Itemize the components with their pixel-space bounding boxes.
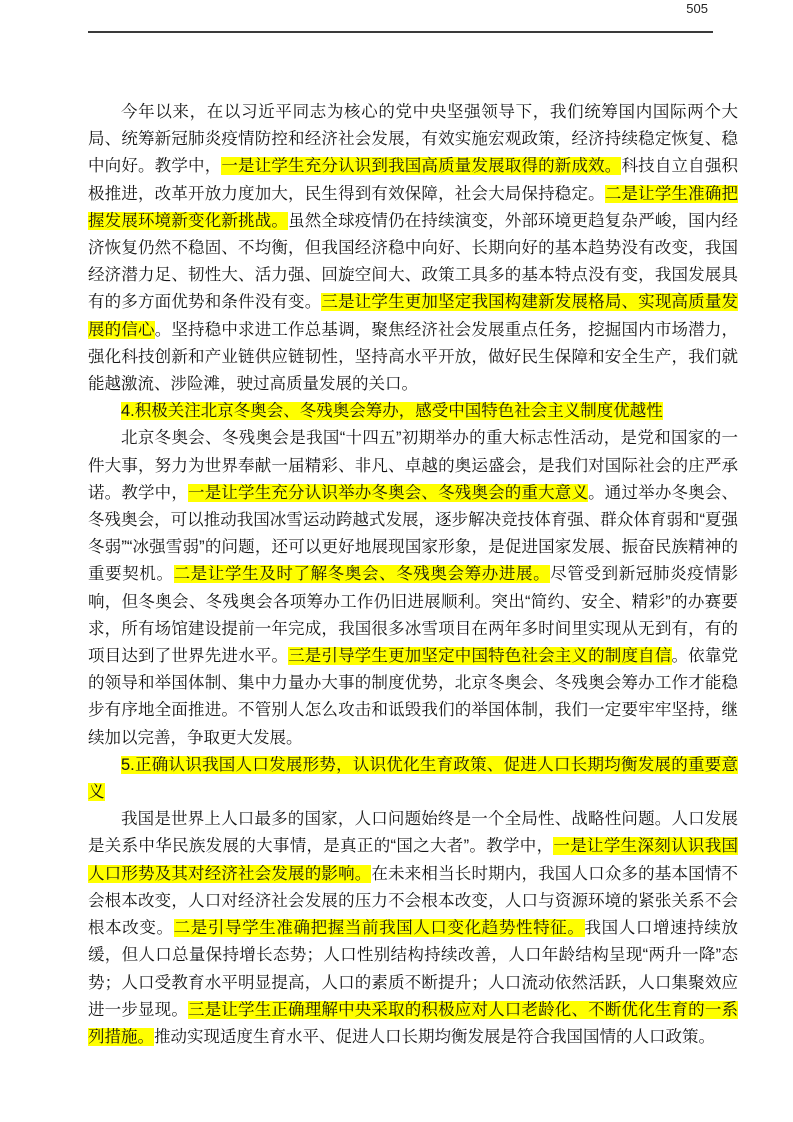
text-run: 。坚持稳中求进工作总基调，聚焦经济社会发展重点任务，挖掘国内市场潜力，强化科技创新和产业链供应链韧性，坚持高水平开放，做好民生保障和安全生产，我们就能越激流、涉险滩，驶过高质量发展的关口。 [88,320,739,394]
text-run: 我国人口增速持续放缓，但人口总量保持增长态势；人口性别结构持续改善，人口年龄结构呈现“两升一降”态势；人口受教育水平明显提高，人口的素质不断提升；人口流动依然活跃，人口集聚效应进一步显现。 [88,919,739,1019]
highlighted-text: 三是引导学生更加坚定中国特色社会主义的制度自信 [288,647,672,666]
text-run: 尽管受到新冠肺炎疫情影响，但冬奥会、冬残奥会各项筹办工作仍旧进展顺利。突出“简约、安全、精彩”的办赛要求，所有场馆建设提前一年完成，我国很多冰雪项目在两年多时间里实现从无到有，有的项目达到了世界先进水平。 [88,565,739,666]
document-content [88,99,738,1051]
highlighted-text: 二是让学生及时了解冬奥会、冬残奥会筹办进展。 [173,565,551,584]
highlighted-text: 4.积极关注北京冬奥会、冬残奥会筹办，感受中国特色社会主义制度优越性 [121,402,663,421]
highlighted-text: 二是引导学生准确把握当前我国人口变化趋势性特征。 [173,919,585,938]
highlighted-text: 一是让学生充分认识举办冬奥会、冬残奥会的重大意义 [188,483,589,502]
highlighted-text: 三是让学生正确理解中央采取的积极应对人口老龄化、不断优化生育的一系列措施。 [88,1000,739,1046]
highlighted-text: 5.正确认识我国人口发展形势，认识优化生育政策、促进人口长期均衡发展的重要意义 [88,755,738,802]
highlighted-text: 二是让学生准确把握发展环境新变化新挑战。 [88,184,739,230]
text-run: 在未来相当长时期内，我国人口众多的基本国情不会根本改变，人口对经济社会发展的压力不会根本改变，人口与资源环境的紧张关系不会根本改变。 [88,864,739,938]
highlighted-text: 一是让学生充分认识到我国高质量发展取得的新成效。 [221,157,622,176]
page-number: 505 [686,1,708,16]
body-paragraph [88,99,738,398]
section-heading [88,398,738,425]
section-heading [88,752,738,806]
text-run: 北京冬奥会、冬残奥会是我国“十四五”初期举办的重大标志性活动，是党和国家的一件大事，努力为世界奉献一届精彩、非凡、卓越的奥运盛会，是我们对国际社会的庄严承诺。教学中， [88,429,738,502]
text-run: 虽然全球疫情仍在持续演变，外部环境更趋复杂严峻，国内经济恢复仍然不稳固、不均衡，但我国经济稳中向好、长期向好的基本趋势没有改变，我国经济潜力足、韧性大、活力强、回旋空间大、政策工具多的基本特点没有变，我国发展具有的多方面优势和条件没有变。 [88,211,739,312]
text-run: 推动实现适度生育水平、促进人口长期均衡发展是符合我国国情的人口政策。 [154,1027,715,1046]
text-run: 我国是世界上人口最多的国家，人口问题始终是一个全局性、战略性问题。人口发展是关系中华民族发展的大事情，是真正的“国之大者”。教学中， [88,810,738,856]
text-run: 今年以来，在以习近平同志为核心的党中央坚强领导下，我们统筹国内国际两个大局、统筹新冠肺炎疫情防控和经济社会发展，有效实施宏观政策，经济持续稳定恢复、稳中向好。教学中， [88,103,738,176]
text-run: 。通过举办冬奥会、冬残奥会，可以推动我国冰雪运动跨越式发展，逐步解决竞技体育强、群众体育弱和“夏强冬弱”“冰强雪弱”的问题，还可以更好地展现国家形象，是促进国家发展、振奋民族精神的重要契机。 [88,483,739,584]
highlighted-text: 三是让学生更加坚定我国构建新发展格局、实现高质量发展的信心 [88,293,739,339]
body-paragraph [88,806,738,1051]
body-paragraph [88,425,738,751]
header-rule [88,31,713,33]
text-run: 科技自立自强积极推进，改革开放力度加大，民生得到有效保障，社会大局保持稳定。 [88,157,739,203]
text-run: 。依靠党的领导和举国体制、集中力量办大事的制度优势，北京冬奥会、冬残奥会筹办工作才能稳步有序地全面推进。不管别人怎么攻击和诋毁我们的举国体制，我们一定要牢牢坚持，继续加以完善，争取更大发展。 [88,647,739,747]
highlighted-text: 一是让学生深刻认识我国人口形势及其对经济社会发展的影响。 [88,837,738,883]
